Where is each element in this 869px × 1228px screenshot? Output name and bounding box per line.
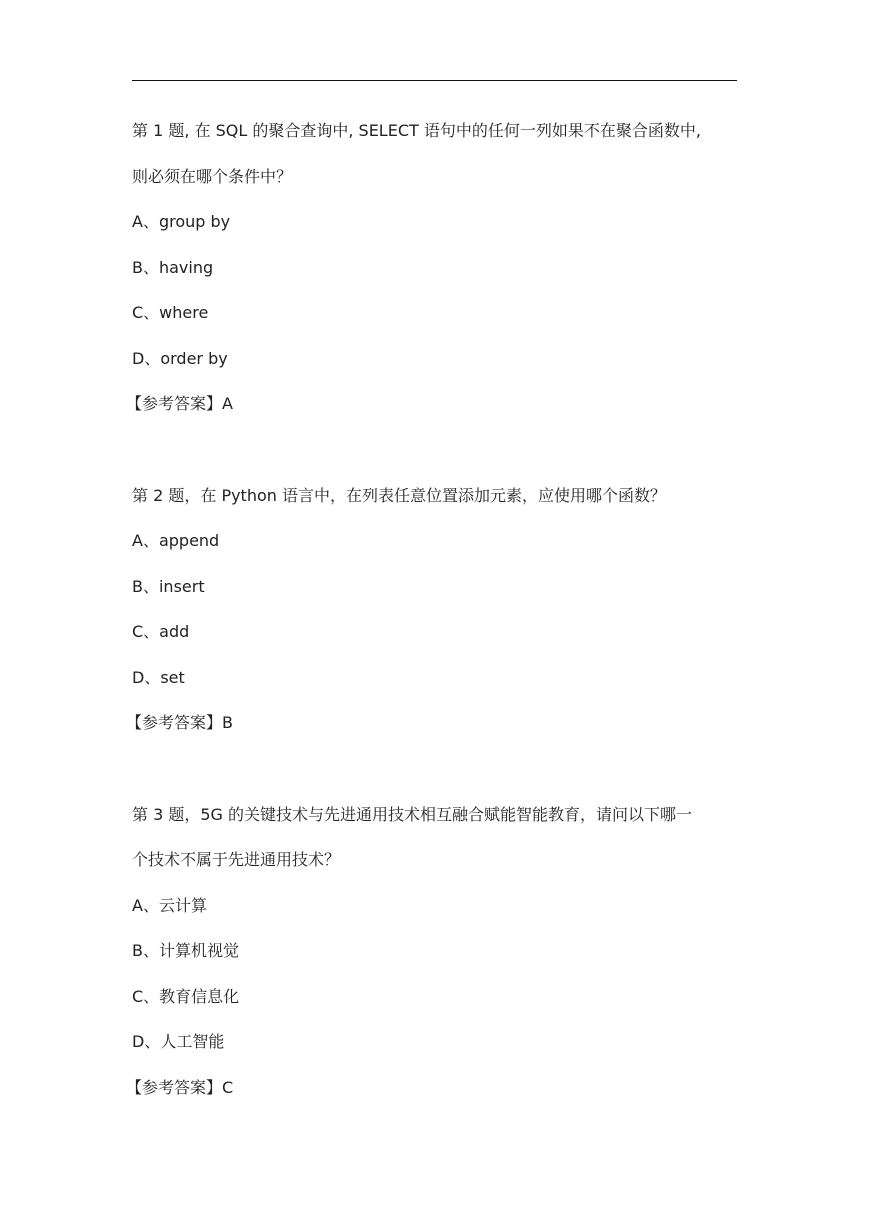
question-3-option-b: B、计算机视觉 <box>132 941 239 960</box>
question-list <box>126 108 742 1156</box>
question-1-stem-line-2: 则必须在哪个条件中？ <box>132 166 293 186</box>
question-1-option-a: A、group by <box>132 212 231 231</box>
question-2-answer: 【参考答案】B <box>126 713 233 732</box>
question-2-stem-line-1: 第 2 题，在 Python 语言中，在列表任意位置添加元素，应使用哪个函数？ <box>132 485 666 505</box>
question-3-answer: 【参考答案】C <box>126 1077 234 1097</box>
question-3-stem-line-1: 第 3 题，5G 的关键技术与先进通用技术相互融合赋能智能教育，请问以下哪一 <box>132 804 693 824</box>
question-1 <box>126 108 742 427</box>
question-2 <box>126 473 742 746</box>
question-3-stem-line-2: 个技术不属于先进通用技术？ <box>132 850 341 869</box>
question-3-option-a: A、云计算 <box>132 895 207 915</box>
question-1-option-d: D、order by <box>132 348 228 368</box>
question-2-option-a: A、append <box>132 531 220 550</box>
question-1-option-c: C、where <box>132 303 209 322</box>
question-3 <box>126 792 742 1111</box>
header-rule <box>132 80 737 81</box>
question-2-option-c: C、add <box>132 622 190 641</box>
question-3-option-d: D、人工智能 <box>132 1032 225 1051</box>
question-3-option-c: C、教育信息化 <box>132 986 240 1006</box>
question-1-option-b: B、having <box>132 257 214 277</box>
question-1-stem-line-1: 第 1 题, 在 SQL 的聚合查询中, SELECT 语句中的任何一列如果不在聚合函数中, <box>132 121 701 140</box>
question-2-option-b: B、insert <box>132 576 205 596</box>
question-2-option-d: D、set <box>132 667 185 687</box>
question-1-answer: 【参考答案】A <box>126 394 233 413</box>
